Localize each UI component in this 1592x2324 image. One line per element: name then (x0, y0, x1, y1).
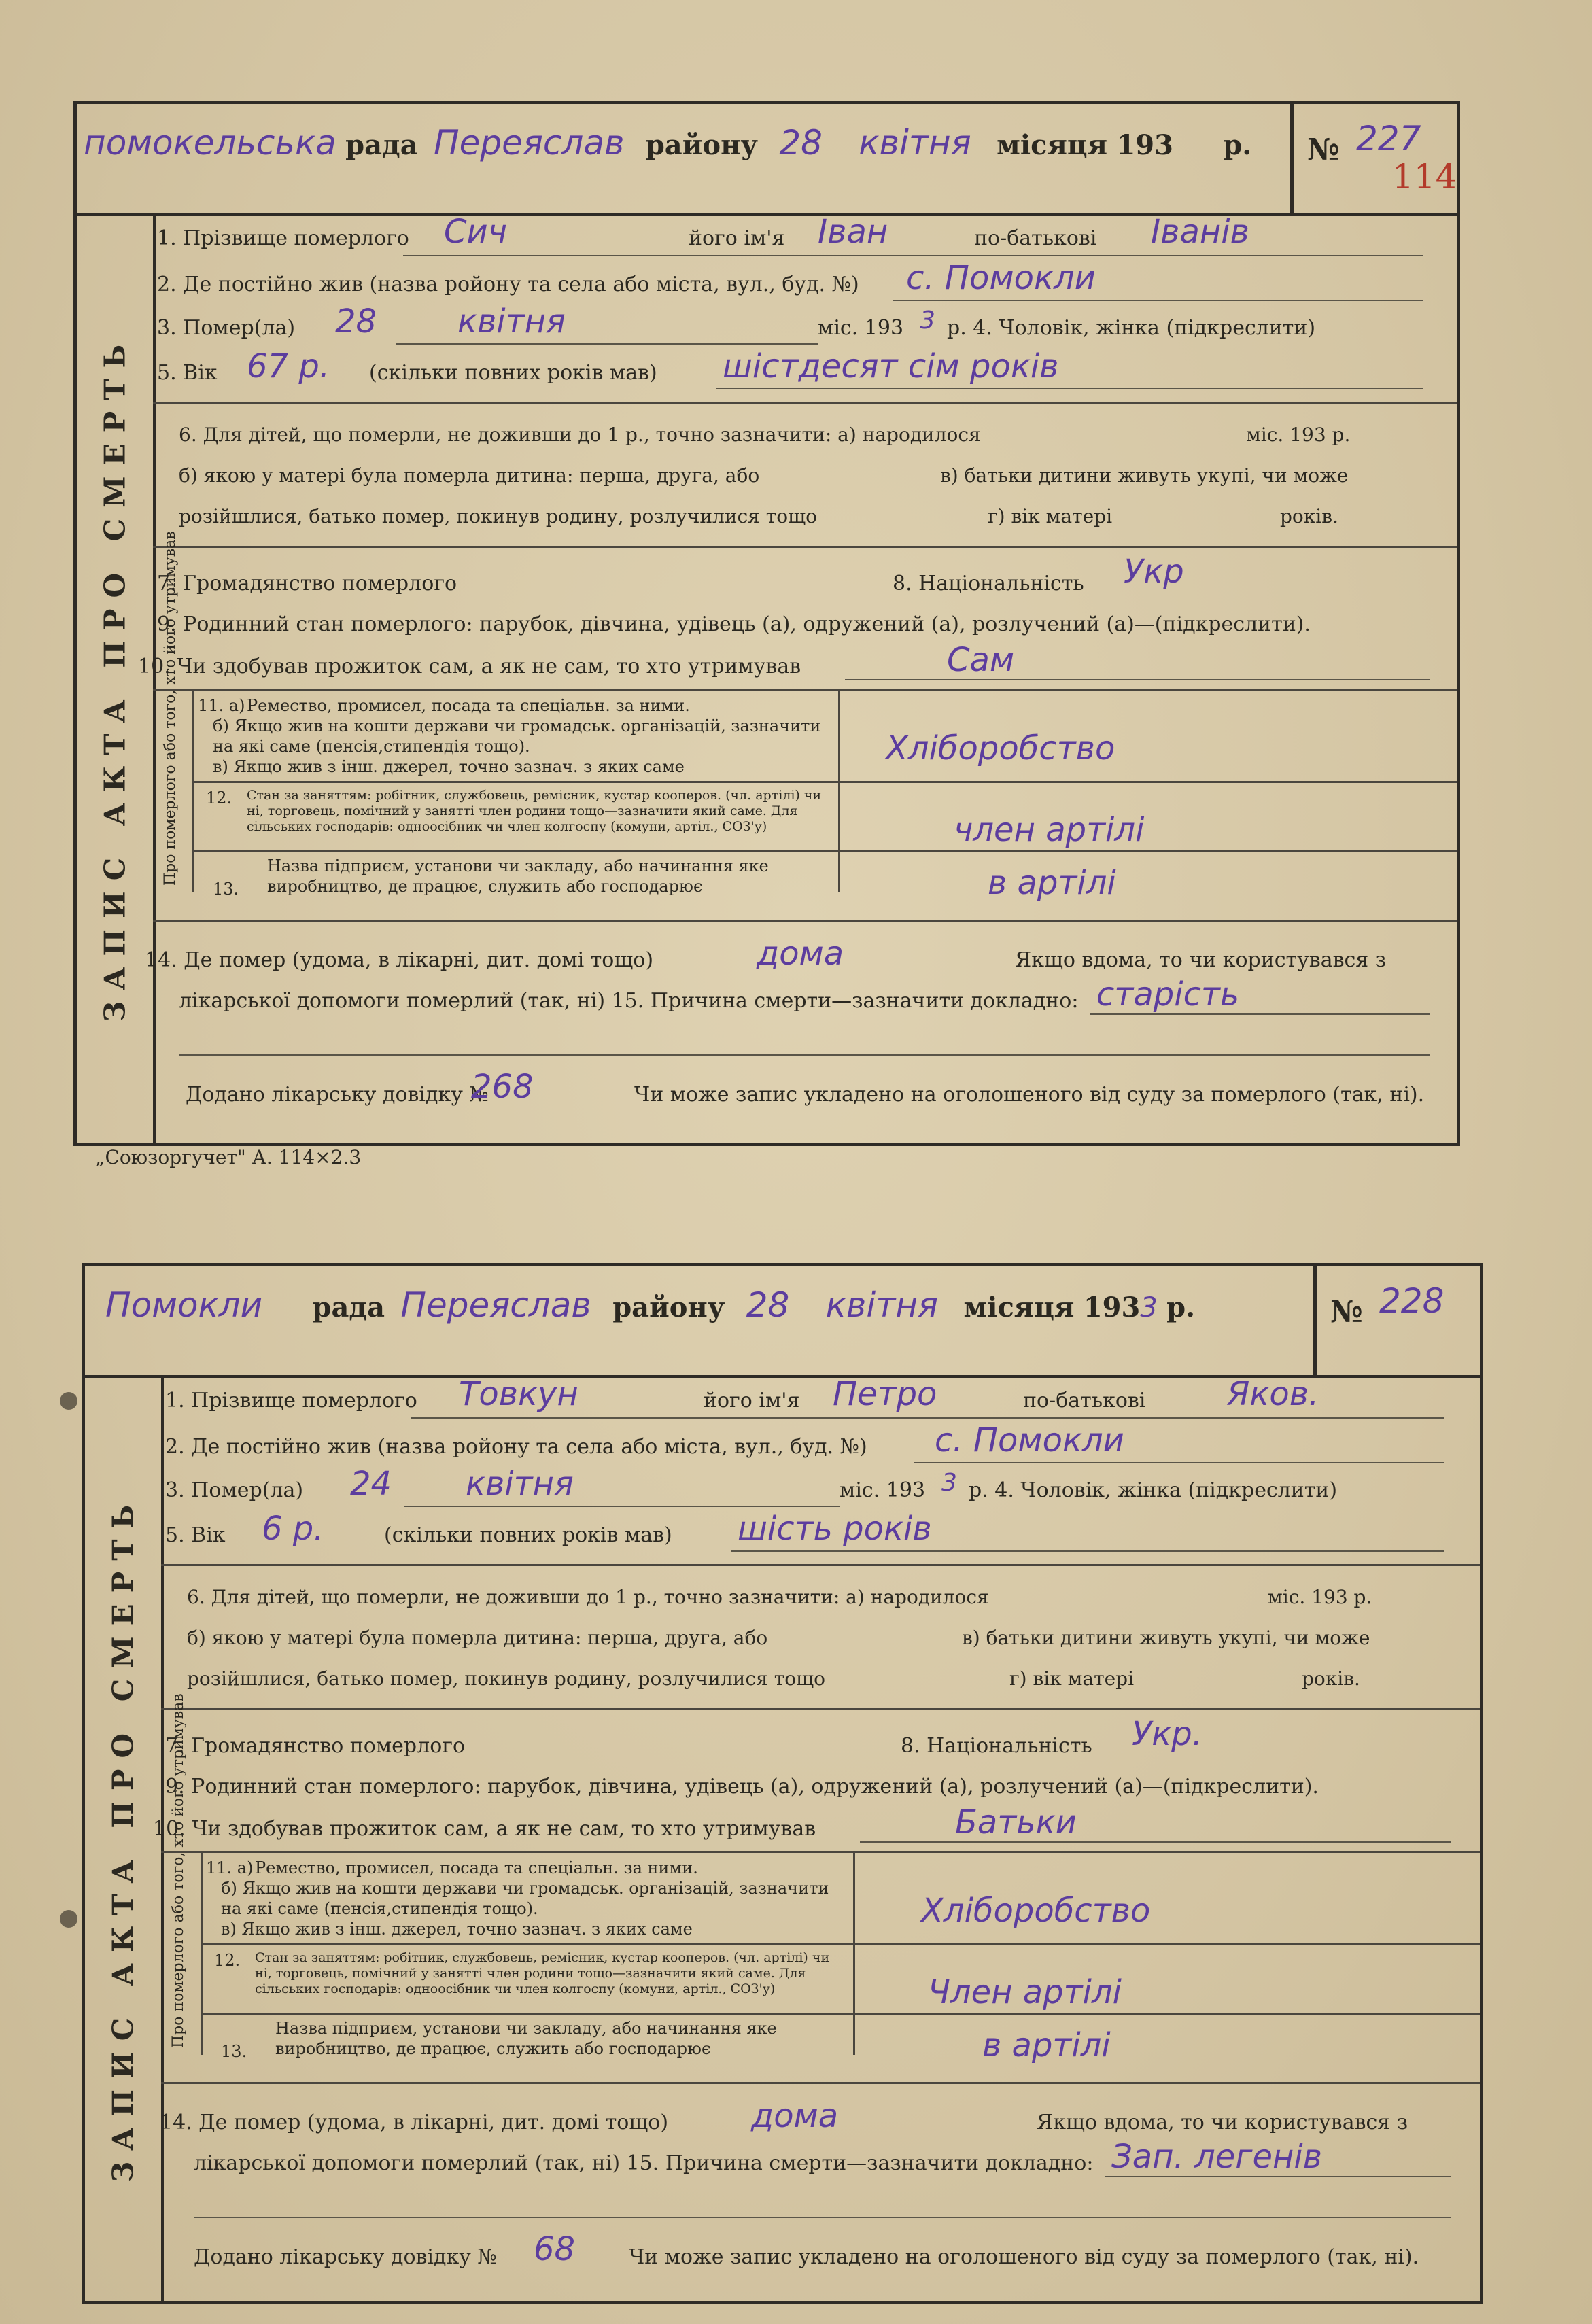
first-name: Петро (833, 1375, 937, 1413)
cause-of-death: Зап. легенів (1111, 2138, 1323, 2176)
underline (914, 1462, 1444, 1463)
q1-line: 1. Прізвище померлого (157, 226, 409, 250)
punch-hole (60, 1910, 77, 1928)
record-year: 193 (1083, 1291, 1141, 1323)
q11-label: 11. а) (198, 696, 245, 715)
nationality: Укр. (1132, 1715, 1202, 1753)
group-side-label: Про померлого або того, хто його утримував (170, 1693, 187, 2048)
q6-years: років. (1302, 1667, 1360, 1690)
printer-mark: „Союзоргучет" А. 114×2.3 (95, 1146, 362, 1168)
divider (201, 2013, 1480, 2015)
underline (1090, 1013, 1430, 1015)
record-header (77, 104, 1457, 216)
q7-label: 7. Громадянство померлого (157, 572, 457, 595)
place-of-death: дома (757, 935, 844, 973)
council-label: рада (345, 129, 418, 161)
q7-label: 7. Громадянство померлого (165, 1734, 466, 1758)
q6-line-c: розійшлися, батько помер, покинув родину, розлучилися тощо (187, 1667, 825, 1690)
supported-by: Батьки (955, 1803, 1077, 1841)
divider (153, 546, 1457, 548)
occupation: Хліборобство (921, 1892, 1151, 1930)
record-number-red: 114 (1392, 157, 1457, 196)
q6-years: років. (1280, 505, 1338, 527)
underline (396, 343, 818, 345)
divider (161, 1708, 1480, 1710)
record-number-box (1313, 1266, 1480, 1375)
certificate-label: Додано лікарську довідку № (194, 2245, 497, 2269)
record-year-hw: 3 (1140, 1292, 1158, 1323)
underline (716, 388, 1423, 389)
underline (194, 2217, 1451, 2218)
q6-line-a: 6. Для дітей, що померли, не доживши до 1 р., точно зазначити: а) народилося (179, 423, 981, 446)
death-month: квітня (457, 302, 566, 341)
record-year: 193 (1116, 129, 1173, 161)
divider (153, 402, 1457, 404)
q9-label: 9. Родинний стан померлого: парубок, дівчина, удівець (а), одружений (а), розлучений (а)—(підкреслити). (165, 1775, 1319, 1799)
q3-month-label: міс. 193 (840, 1478, 926, 1502)
q12-text: Стан за заняттям: робітник, службовець, ремісник, кустар кооперов. (чл. артілі) чи ні, торговець, помічний у занятті член родини тощо—зазначити який саме. Для сільських господарів: одноосібник чи член колгоспу (комуни, артіл., СОЗ'у) (247, 788, 822, 834)
age-words: шістдесят сім років (723, 347, 1059, 385)
age: 6 р. (262, 1510, 324, 1548)
month-label: місяця (997, 129, 1108, 161)
divider (853, 1851, 855, 2055)
q6-line-b: б) якою у матері була померла дитина: перша, друга, або (187, 1627, 768, 1649)
underline (403, 255, 1423, 256)
q2-line: 2. Де постійно жив (назва ройону та села або міста, вул., буд. №) (165, 1435, 867, 1459)
underline (179, 1054, 1430, 1056)
q9-label: 9. Родинний стан померлого: парубок, дівчина, удівець (а), одружений (а), розлучений (а)—(підкреслити). (157, 612, 1311, 636)
first-name: Іван (818, 213, 888, 251)
divider (838, 689, 840, 892)
q12-text: Стан за заняттям: робітник, службовець, ремісник, кустар кооперов. (чл. артілі) чи ні, торговець, помічний у занятті член родини тощо—зазначити який саме. Для сільських господарів: одноосібник чи член колгоспу (комуни, артіл., СОЗ'у) (255, 1950, 830, 1996)
q6-line-c-end: г) вік матері (988, 505, 1113, 527)
divider (161, 1564, 1480, 1566)
age-words: шість років (738, 1510, 932, 1548)
court-question: Чи може запис укладено на оголошеного від суду за померлого (так, ні). (634, 1083, 1425, 1107)
q12-label: 12. (214, 1951, 241, 1970)
q3-label: 3. Помер(ла) (165, 1478, 304, 1502)
certificate-label: Додано лікарську довідку № (186, 1083, 489, 1107)
q2-line: 2. Де постійно жив (назва ройону та села або міста, вул., буд. №) (157, 273, 859, 296)
q5-label: 5. Вік (157, 361, 218, 385)
certificate-number: 68 (534, 2230, 576, 2268)
number-label: № (1307, 133, 1340, 167)
q15-label: лікарської допомоги померлий (так, ні) 15. Причина смерти—зазначити докладно: (179, 989, 1079, 1013)
q13-label: 13. (213, 880, 239, 899)
underline (860, 1841, 1451, 1843)
underline (731, 1550, 1444, 1552)
q5-note: (скільки повних років мав) (384, 1523, 672, 1547)
record-day: 28 (779, 123, 823, 162)
divider (192, 689, 194, 892)
cause-of-death: старість (1096, 975, 1240, 1013)
q13-text: Назва підприєм, установи чи закладу, або начинання яке виробництво, де працює, служить або господарює (275, 2019, 777, 2058)
underline (893, 300, 1423, 301)
record-month: квітня (825, 1285, 939, 1325)
residence: с. Помокли (906, 259, 1096, 297)
district-name: Переяслав (433, 123, 625, 162)
q3-sex-label: р. 4. Чоловік, жінка (підкреслити) (969, 1478, 1338, 1502)
q1-name-label: його ім'я (689, 226, 785, 250)
q14-label: 14. Де помер (удома, в лікарні, дит. домі тощо) (160, 2111, 669, 2134)
q13-label: 13. (221, 2042, 247, 2061)
district-name: Переяслав (400, 1285, 591, 1325)
q10-label: 10. Чи здобував прожиток сам, а як не сам, то хто утримував (138, 655, 801, 678)
divider (161, 2082, 1480, 2084)
q11-label: 11. а) (206, 1858, 254, 1877)
q15-label: лікарської допомоги померлий (так, ні) 15. Причина смерти—зазначити докладно: (194, 2151, 1094, 2175)
q1-name-label: його ім'я (704, 1389, 800, 1412)
nationality: Укр (1124, 553, 1184, 591)
status: член артілі (954, 811, 1145, 849)
death-day: 28 (335, 302, 377, 341)
q12-label: 12. (206, 788, 232, 808)
record-header (85, 1266, 1480, 1378)
q1-label: 1. Прізвище померлого (165, 1389, 417, 1412)
side-title: ЗАПИС АКТА ПРО СМЕРТЬ (77, 213, 156, 1143)
death-day: 24 (350, 1465, 392, 1503)
surname: Товкун (459, 1375, 578, 1413)
death-month: квітня (466, 1465, 574, 1503)
workplace: в артілі (982, 2026, 1111, 2064)
divider (192, 850, 1457, 852)
death-record-2 (82, 1263, 1483, 2304)
q6-line-a: 6. Для дітей, що померли, не доживши до 1 р., точно зазначити: а) народилося (187, 1586, 989, 1608)
q11b-text: б) Якщо жив на кошти держави чи громадськ. організацій, зазначити на які саме (пенсія,стипендія тощо). (221, 1879, 829, 1918)
q14-label: 14. Де помер (удома, в лікарні, дит. домі тощо) (145, 948, 654, 972)
q6-line-b-end: в) батьки дитини живуть укупі, чи може (962, 1627, 1370, 1649)
q13-text: Назва підприєм, установи чи закладу, або начинання яке виробництво, де працює, служить або господарює (267, 856, 769, 896)
district-label: району (645, 129, 758, 161)
workplace: в артілі (988, 864, 1116, 902)
divider (161, 1851, 1480, 1853)
q1-patronymic-label: по-батькові (974, 226, 1097, 250)
q6-line-a-end: міс. 193 р. (1246, 423, 1351, 446)
q1-patronymic-label: по-батькові (1023, 1389, 1146, 1412)
council-name: помокельська (84, 123, 336, 162)
year-suffix: р. (1223, 129, 1252, 161)
death-year: 3 (920, 307, 935, 334)
q6-line-c-end: г) вік матері (1009, 1667, 1135, 1690)
group-side-label: Про померлого або того, хто його утримував (162, 531, 179, 886)
residence: с. Помокли (935, 1421, 1124, 1459)
status: Член артілі (928, 1973, 1122, 2011)
number-label: № (1330, 1295, 1363, 1330)
occupation: Хліборобство (886, 729, 1115, 767)
patronymic: Іванів (1151, 213, 1249, 251)
record-number: 228 (1379, 1281, 1444, 1321)
divider (153, 689, 1457, 691)
q5-label: 5. Вік (165, 1523, 226, 1547)
q6-line-b-end: в) батьки дитини живуть укупі, чи може (940, 464, 1349, 487)
q6-line-b: б) якою у матері була померла дитина: перша, друга, або (179, 464, 760, 487)
surname: Сич (444, 213, 508, 251)
record-number: 227 (1356, 119, 1421, 158)
q6-line-a-end: міс. 193 р. (1268, 1586, 1372, 1608)
place-of-death: дома (751, 2097, 839, 2135)
record-number-box (1290, 104, 1457, 213)
month-label: місяця (963, 1291, 1075, 1323)
q11-text: Ремество, промисел, посада та спеціальн. за ними. (247, 696, 690, 715)
death-record-1 (73, 101, 1460, 1146)
court-question: Чи може запис укладено на оголошеного від суду за померлого (так, ні). (629, 2245, 1419, 2269)
record-day: 28 (746, 1285, 790, 1325)
q14-question: Якщо вдома, то чи користувався з (1037, 2111, 1408, 2134)
underline (1105, 2176, 1451, 2177)
q11c-text: в) Якщо жив з інш. джерел, точно зазнач. з яких саме (213, 757, 685, 776)
q11c-text: в) Якщо жив з інш. джерел, точно зазнач. з яких саме (221, 1920, 693, 1939)
divider (201, 1851, 203, 2055)
patronymic: Яков. (1227, 1375, 1319, 1413)
death-year: 3 (941, 1469, 957, 1497)
underline (404, 1506, 840, 1507)
q10-label: 10. Чи здобував прожиток сам, а як не сам, то хто утримував (153, 1817, 816, 1841)
q5-note: (скільки повних років мав) (369, 361, 657, 385)
divider (153, 920, 1457, 922)
council-name: Помокли (105, 1285, 263, 1325)
q3-label: 3. Помер(ла) (157, 316, 296, 340)
q6-line-c: розійшлися, батько помер, покинув родину, розлучилися тощо (179, 505, 817, 527)
q14-question: Якщо вдома, то чи користувався з (1015, 948, 1387, 972)
district-label: району (612, 1291, 725, 1323)
certificate-number: 268 (471, 1068, 534, 1106)
punch-hole (60, 1392, 77, 1410)
underline (411, 1417, 1444, 1419)
side-title: ЗАПИС АКТА ПРО СМЕРТЬ (85, 1375, 164, 2301)
q3-sex-label: р. 4. Чоловік, жінка (підкреслити) (947, 316, 1316, 340)
q11b-text: б) Якщо жив на кошти держави чи громадськ. організацій, зазначити на які саме (пенсія,стипендія тощо). (213, 716, 821, 756)
q8-label: 8. Національність (901, 1734, 1092, 1758)
supported-by: Сам (947, 641, 1015, 679)
divider (201, 1943, 1480, 1945)
year-suffix: р. (1166, 1291, 1196, 1323)
council-label: рада (312, 1291, 385, 1323)
q8-label: 8. Національність (893, 572, 1084, 595)
record-month: квітня (859, 123, 971, 162)
age: 67 р. (247, 347, 330, 385)
q3-month-label: міс. 193 (818, 316, 904, 340)
divider (192, 781, 1457, 783)
underline (845, 679, 1430, 680)
q11-text: Ремество, промисел, посада та спеціальн. за ними. (255, 1858, 698, 1877)
